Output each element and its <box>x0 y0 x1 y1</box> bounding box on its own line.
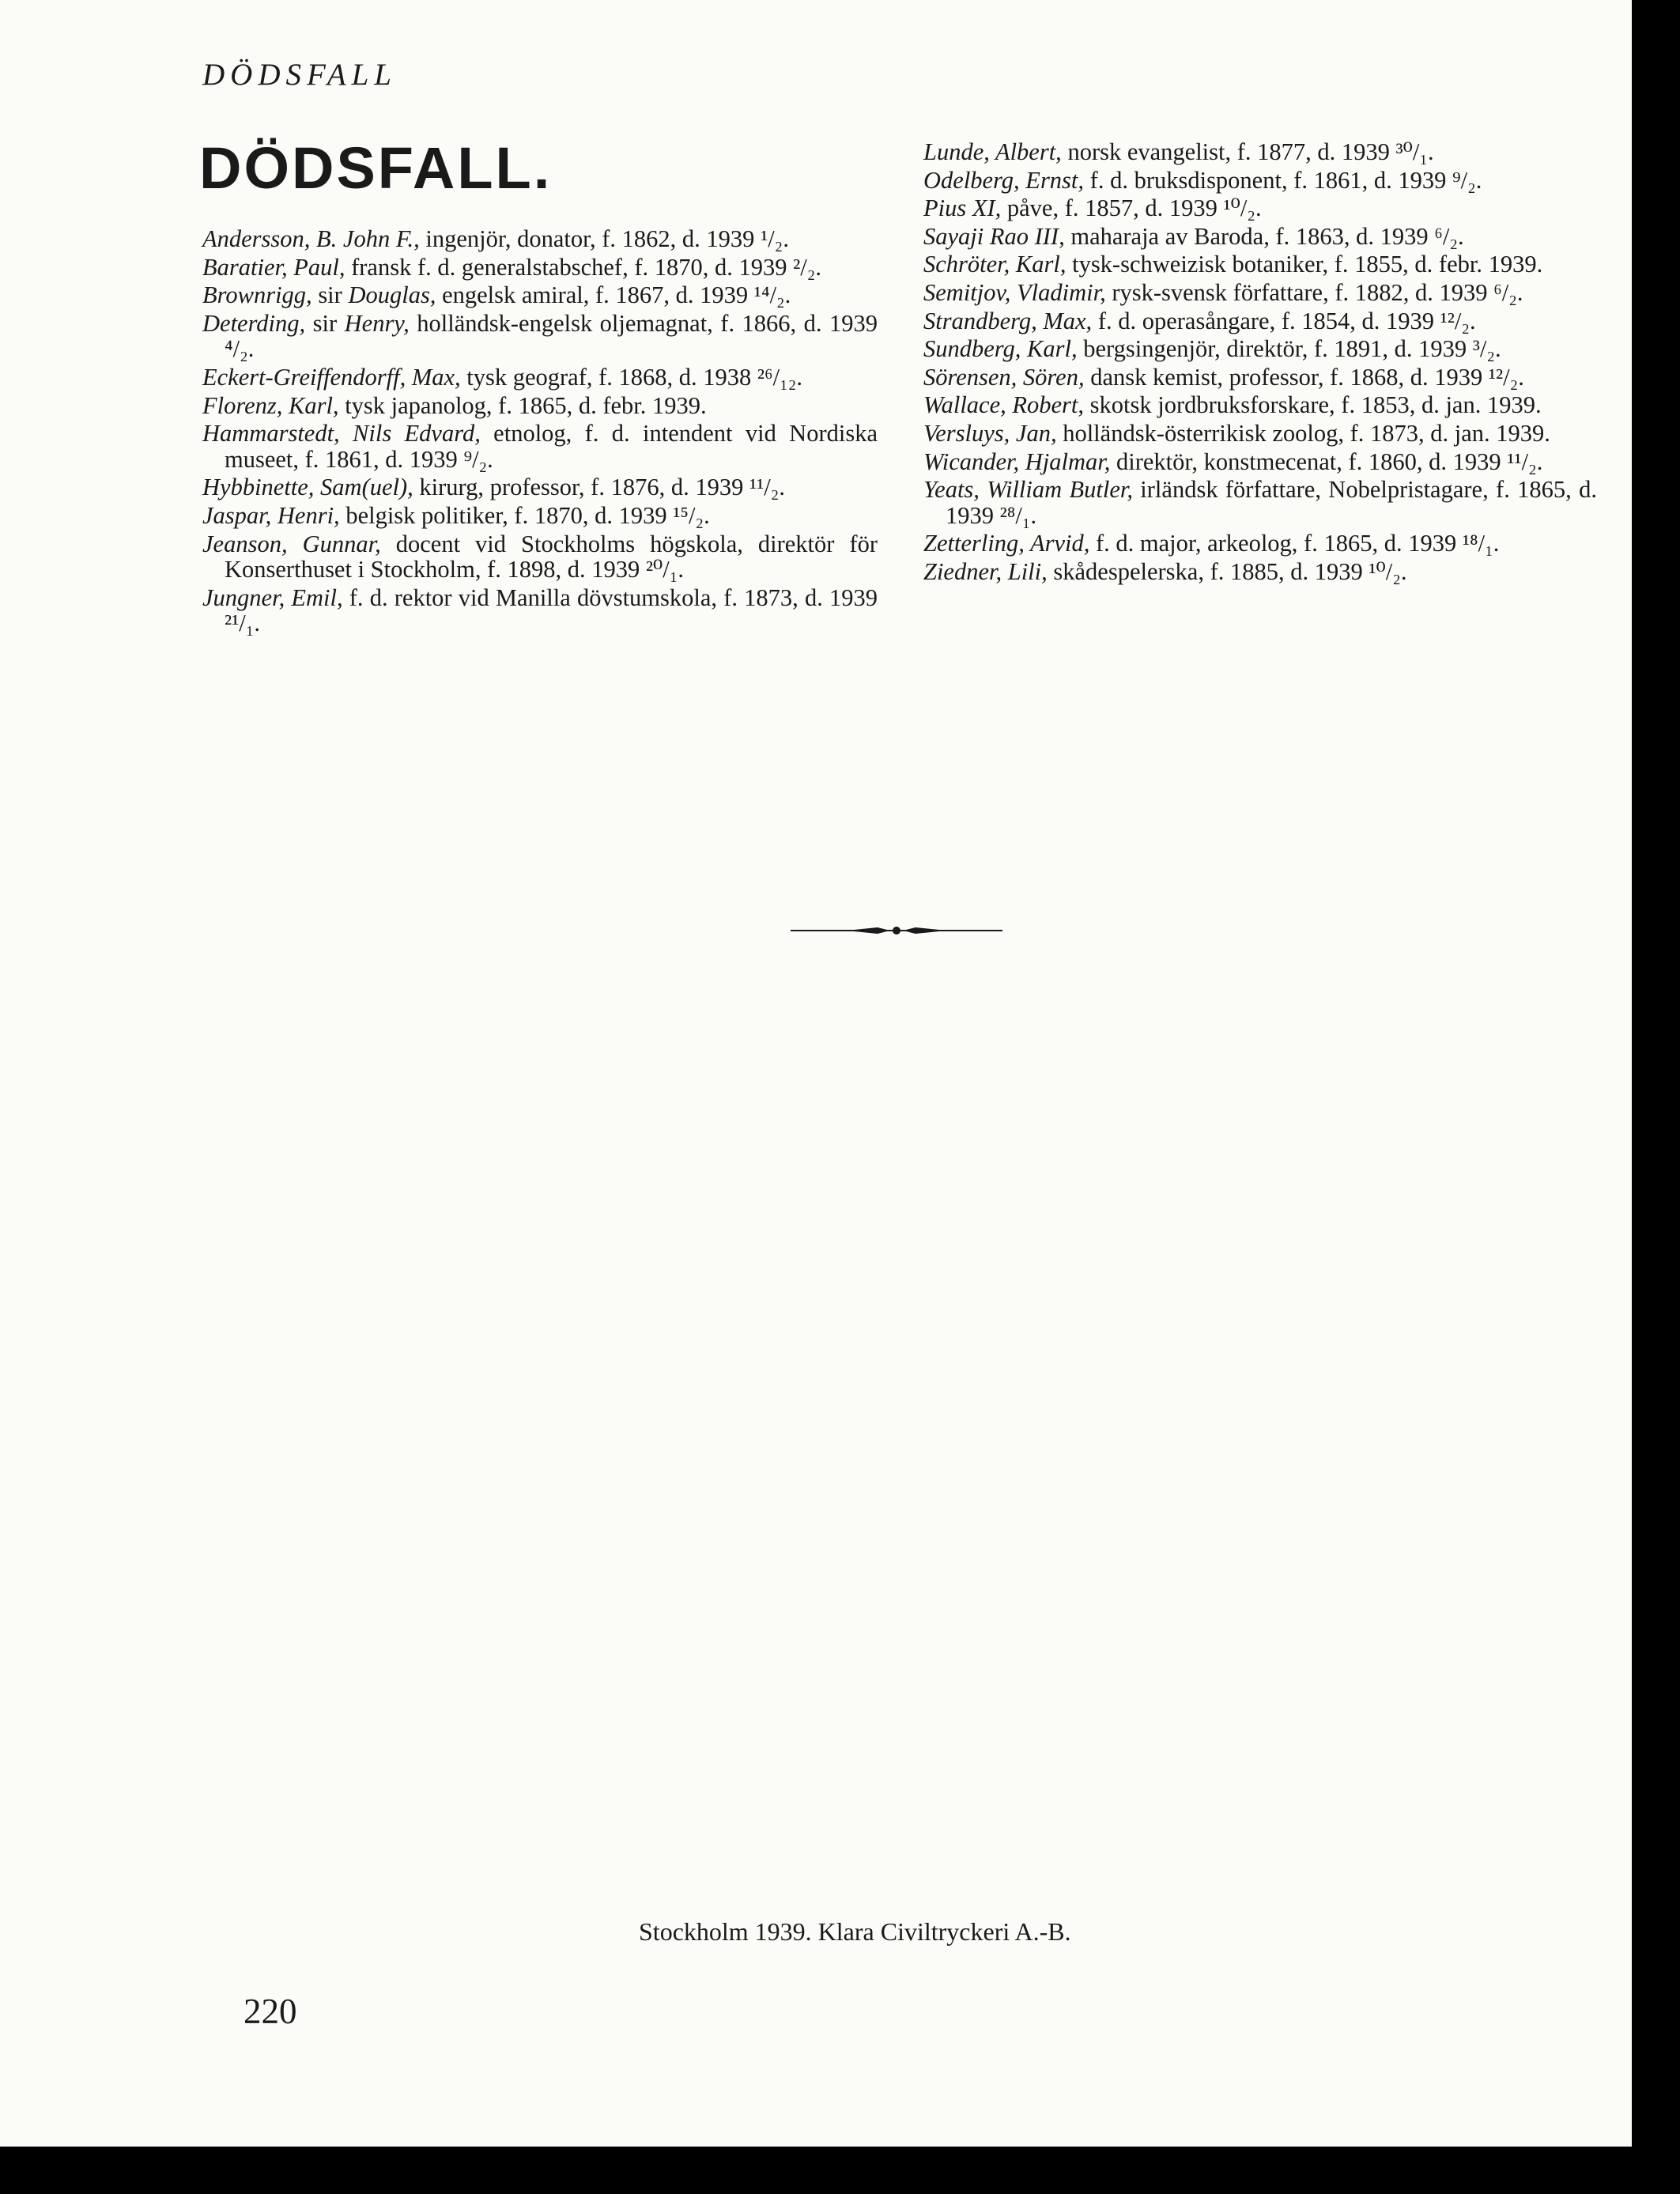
scan-border-right <box>1632 0 1680 2194</box>
entry-date: ²/₂. <box>793 253 821 281</box>
entry-text: irländsk författare, Nobelpristagare, f. 1865, d. 1939 <box>946 476 1597 529</box>
entry-text: fransk f. d. generalstabschef, f. 1870, d. 1939 <box>345 253 794 281</box>
entry-name: Wallace, Robert, <box>923 391 1085 419</box>
entry-name: Jaspar, Henri, <box>202 501 340 529</box>
obituary-entry <box>923 336 1597 362</box>
entry-text: docent vid Stockholms högskola, direktör för Konserthuset i Stockholm, f. 1898, d. 1939 <box>225 530 878 583</box>
entry-date: ²⁶/₁₂. <box>757 363 803 391</box>
entry-name: Sayaji Rao III, <box>923 222 1065 250</box>
obituary-entry <box>202 393 878 419</box>
obituary-entry <box>923 449 1597 475</box>
entry-name: Zetterling, Arvid, <box>923 530 1090 557</box>
entry-name: Jungner, Emil, <box>202 583 343 611</box>
entry-date: ³⁰/₁. <box>1395 138 1434 165</box>
obituary-entry <box>923 364 1597 391</box>
entry-date: ¹²/₂. <box>1440 307 1476 334</box>
entry-text: skådespelerska, f. 1885, d. 1939 <box>1047 557 1369 585</box>
entry-text: sir <box>305 309 345 337</box>
obituary-entry <box>202 585 878 636</box>
entry-text: belgisk politiker, f. 1870, d. 1939 <box>339 501 674 529</box>
entry-text: etnolog, f. d. intendent vid Nordiska museet, f. 1861, d. 1939 <box>225 420 878 473</box>
entry-date: ¹⁰/₂. <box>1369 557 1407 585</box>
entry-name: Versluys, Jan, <box>923 419 1057 447</box>
left-column <box>202 226 878 639</box>
running-head: DÖDSFALL <box>202 58 397 92</box>
entry-date: ²⁰/₁. <box>645 556 684 583</box>
entry-text: skotsk jordbruksforskare, f. 1853, d. jan. 1939. <box>1084 391 1542 419</box>
obituary-entry <box>202 421 878 472</box>
entry-name-2: Douglas, <box>348 281 436 309</box>
obituary-entry <box>202 255 878 281</box>
entry-text: rysk-svensk författare, f. 1882, d. 1939 <box>1105 278 1494 306</box>
entry-text: sir <box>311 281 349 309</box>
obituary-entry <box>923 392 1597 418</box>
entry-text: f. d. rektor vid Manilla dövstumskola, f. 1873, d. 1939 <box>342 583 878 611</box>
entry-name: Hybbinette, Sam(uel), <box>202 474 413 501</box>
divider-ornament-icon <box>791 923 1002 938</box>
entry-name-2: Henry, <box>344 309 410 337</box>
right-column <box>923 139 1597 587</box>
entry-text-2: holländsk-engelsk oljemagnat, f. 1866, d. 1939 <box>409 309 878 337</box>
obituary-entry <box>923 168 1597 194</box>
obituary-entry <box>923 280 1597 306</box>
entry-date: ²¹/₁. <box>225 610 261 637</box>
entry-name: Florenz, Karl, <box>202 391 339 419</box>
obituary-entry <box>202 474 878 500</box>
entry-date: ¹/₂. <box>761 225 789 252</box>
obituary-entry <box>202 364 878 391</box>
entry-text: bergsingenjör, direktör, f. 1891, d. 1939 <box>1077 335 1473 363</box>
entry-name: Pius XI, <box>923 194 1002 222</box>
entry-text: ingenjör, donator, f. 1862, d. 1939 <box>419 225 761 252</box>
entry-name: Sörensen, Sören, <box>923 363 1085 391</box>
entry-date: ¹¹/₂. <box>749 474 785 501</box>
section-title: DÖDSFALL. <box>199 135 553 201</box>
obituary-entry <box>923 531 1597 557</box>
entry-text: f. d. major, arkeolog, f. 1865, d. 1939 <box>1089 530 1463 557</box>
entry-name: Andersson, B. John F., <box>202 225 420 252</box>
entry-text: tysk geograf, f. 1868, d. 1938 <box>460 363 757 391</box>
entry-date: ⁴/₂. <box>225 335 255 363</box>
entry-name: Yeats, William Butler, <box>923 476 1133 504</box>
obituary-entry <box>923 139 1597 165</box>
entry-name: Sundberg, Karl, <box>923 335 1078 363</box>
obituary-entry <box>202 282 878 308</box>
entry-name: Baratier, Paul, <box>202 253 345 281</box>
entry-date: ³/₂. <box>1472 335 1501 363</box>
entry-date: ¹⁴/₂. <box>753 281 791 309</box>
obituary-entry <box>923 559 1597 585</box>
entry-date: ⁶/₂. <box>1493 278 1523 306</box>
entry-date: ¹¹/₂. <box>1507 447 1543 475</box>
obituary-entry <box>202 311 878 362</box>
entry-text: f. d. operasångare, f. 1854, d. 1939 <box>1092 307 1440 334</box>
entry-date: ⁶/₂. <box>1434 222 1464 250</box>
obituary-entry <box>923 477 1597 528</box>
entry-name: Hammarstedt, Nils Edvard, <box>202 420 481 447</box>
printer-imprint: Stockholm 1939. Klara Civiltryckeri A.-B. <box>639 1917 1071 1946</box>
entry-text: tysk japanolog, f. 1865, d. febr. 1939. <box>338 391 707 419</box>
scan-border-bottom <box>0 2147 1680 2194</box>
obituary-entry <box>923 195 1597 221</box>
entry-name: Schröter, Karl, <box>923 251 1067 278</box>
entry-date: ¹⁵/₂. <box>673 501 710 529</box>
obituary-entry <box>202 531 878 583</box>
entry-text: maharaja av Baroda, f. 1863, d. 1939 <box>1064 222 1435 250</box>
entry-name: Jeanson, Gunnar, <box>202 530 381 557</box>
entry-name: Odelberg, Ernst, <box>923 166 1085 194</box>
entry-text: tysk-schweizisk botaniker, f. 1855, d. febr. 1939. <box>1066 251 1543 278</box>
entry-name: Strandberg, Max, <box>923 307 1093 334</box>
entry-text-2: engelsk amiral, f. 1867, d. 1939 <box>436 281 754 309</box>
entry-text: norsk evangelist, f. 1877, d. 1939 <box>1061 138 1396 165</box>
entry-text: f. d. bruksdisponent, f. 1861, d. 1939 <box>1084 166 1452 194</box>
entry-name: Eckert-Greiffendorff, Max, <box>202 363 461 391</box>
obituary-entry <box>923 308 1597 334</box>
entry-name: Semitjov, Vladimir, <box>923 278 1106 306</box>
entry-name: Lunde, Albert, <box>923 138 1062 165</box>
page-number: 220 <box>244 1992 297 2031</box>
entry-date: ²⁸/₁. <box>999 501 1037 529</box>
entry-text: dansk kemist, professor, f. 1868, d. 1939 <box>1084 363 1489 391</box>
entry-name: Wicander, Hjalmar, <box>923 447 1111 475</box>
entry-name: Brownrigg, <box>202 281 312 309</box>
obituary-entry <box>202 226 878 252</box>
entry-date: ⁹/₂. <box>463 445 493 473</box>
entry-name: Deterding, <box>202 309 306 337</box>
entry-date: ¹⁸/₁. <box>1462 530 1500 557</box>
entry-date: ¹²/₂. <box>1488 363 1524 391</box>
entry-name: Ziedner, Lili, <box>923 557 1048 585</box>
entry-text: påve, f. 1857, d. 1939 <box>1001 194 1224 222</box>
obituary-entry <box>923 251 1597 278</box>
entry-text: holländsk-österrikisk zoolog, f. 1873, d. jan. 1939. <box>1056 419 1550 447</box>
obituary-entry <box>923 421 1597 447</box>
entry-text: direktör, konstmecenat, f. 1860, d. 1939 <box>1110 447 1508 475</box>
entry-date: ⁹/₂. <box>1452 166 1482 194</box>
obituary-entry <box>202 503 878 529</box>
obituary-entry <box>923 224 1597 250</box>
entry-text: kirurg, professor, f. 1876, d. 1939 <box>413 474 749 501</box>
entry-date: ¹⁰/₂. <box>1223 194 1262 222</box>
